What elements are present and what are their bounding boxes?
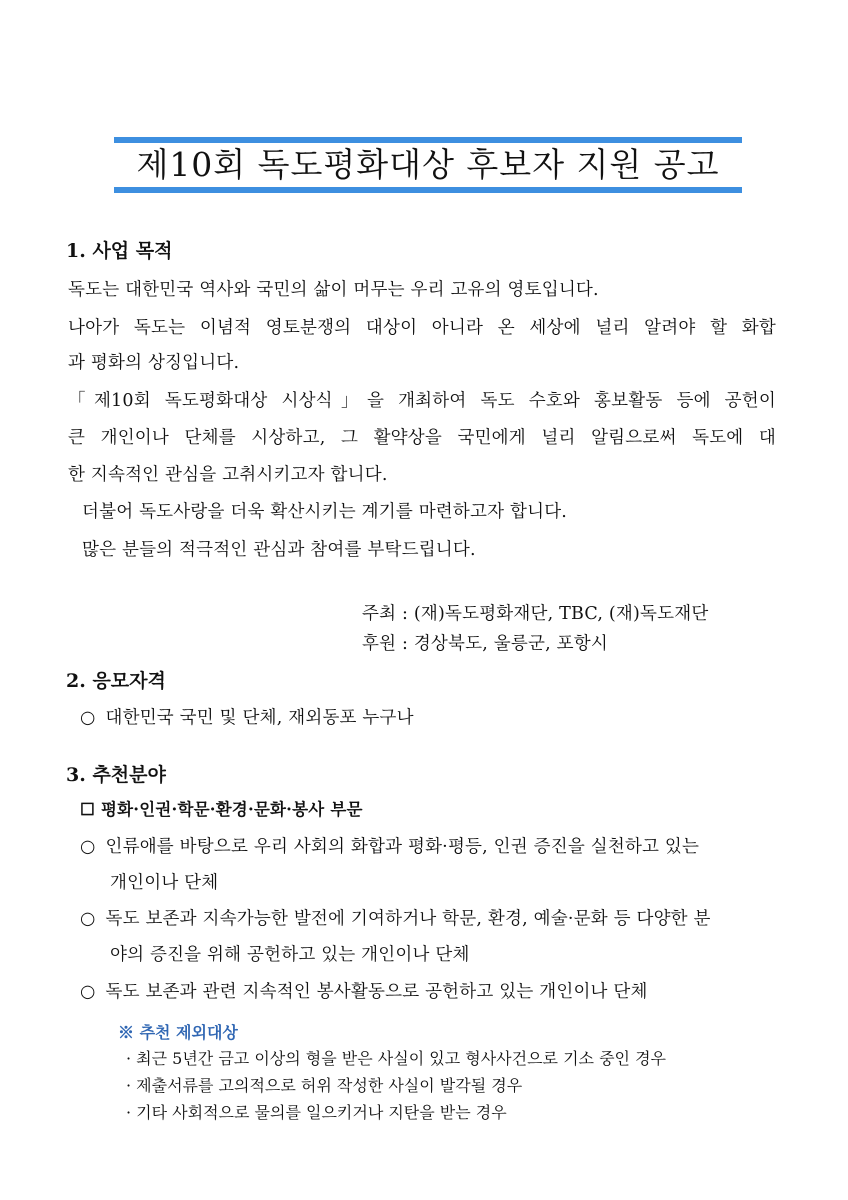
section-1-heading: 1. 사업 목적 xyxy=(66,240,173,262)
purpose-line: 독도는 대한민국 역사와 국민의 삶이 머무는 우리 고유의 영토입니다. xyxy=(68,280,599,300)
field-item xyxy=(80,833,776,858)
category-text: 평화·인권·학문·환경·문화·봉사 부문 xyxy=(101,800,363,819)
circle-bullet-icon: ○ xyxy=(80,909,96,929)
section-3-heading: 3. 추천분야 xyxy=(66,764,166,786)
host-line: 주최 : (재)독도평화재단, TBC, (재)독도재단 xyxy=(362,604,709,624)
circle-bullet-icon: ○ xyxy=(80,982,96,1002)
circle-bullet-icon: ○ xyxy=(80,837,96,857)
exclusion-heading: ※ 추천 제외대상 xyxy=(118,1023,238,1042)
exclusion-item: · 최근 5년간 금고 이상의 형을 받은 사실이 있고 형사사건으로 기소 중인 경우 xyxy=(126,1049,666,1068)
purpose-line: 더불어 독도사랑을 더욱 확산시키는 계기를 마련하고자 합니다. xyxy=(82,502,568,522)
eligibility-text: 대한민국 국민 및 단체, 재외동포 누구나 xyxy=(105,708,414,728)
purpose-line: 많은 분들의 적극적인 관심과 참여를 부탁드립니다. xyxy=(82,540,476,560)
sponsor-line: 후원 : 경상북도, 울릉군, 포항시 xyxy=(362,634,608,654)
purpose-line: 나아가 독도는 이념적 영토분쟁의 대상이 아니라 온 세상에 널리 알려야 할 화합 xyxy=(68,318,776,338)
field-item-continuation: 개인이나 단체 xyxy=(110,873,219,893)
title-bottom-rule xyxy=(114,187,742,193)
field-item-continuation: 야의 증진을 위해 공헌하고 있는 개인이나 단체 xyxy=(110,945,470,965)
purpose-line: 한 지속적인 관심을 고취시키고자 합니다. xyxy=(68,465,388,485)
field-item xyxy=(80,978,648,1003)
purpose-line: 큰 개인이나 단체를 시상하고, 그 활약상을 국민에게 널리 알림으로써 독도에 대 xyxy=(68,428,776,448)
purpose-line: 과 평화의 상징입니다. xyxy=(68,353,240,373)
field-item-text: 독도 보존과 지속가능한 발전에 기여하거나 학문, 환경, 예술·문화 등 다양한 분 xyxy=(105,909,711,929)
field-item xyxy=(80,905,711,930)
circle-bullet-icon: ○ xyxy=(80,708,96,728)
page-title: 제10회 독도평화대상 후보자 지원 공고 xyxy=(136,145,720,184)
field-item-text: 인류애를 바탕으로 우리 사회의 화합과 평화·평등, 인권 증진을 실천하고 있는 xyxy=(105,837,700,857)
checkbox-icon: ☐ xyxy=(80,800,95,819)
section-2-heading: 2. 응모자격 xyxy=(66,670,166,692)
eligibility-item xyxy=(80,704,414,729)
category-line xyxy=(80,796,363,820)
exclusion-item: · 제출서류를 고의적으로 허위 작성한 사실이 발각될 경우 xyxy=(126,1076,523,1095)
field-item-text: 독도 보존과 관련 지속적인 봉사활동으로 공헌하고 있는 개인이나 단체 xyxy=(105,982,648,1002)
exclusion-item: · 기타 사회적으로 물의를 일으키거나 지탄을 받는 경우 xyxy=(126,1103,507,1122)
purpose-line: 「제10회 독도평화대상 시상식」을 개최하여 독도 수호와 홍보활동 등에 공헌이 xyxy=(68,391,776,411)
